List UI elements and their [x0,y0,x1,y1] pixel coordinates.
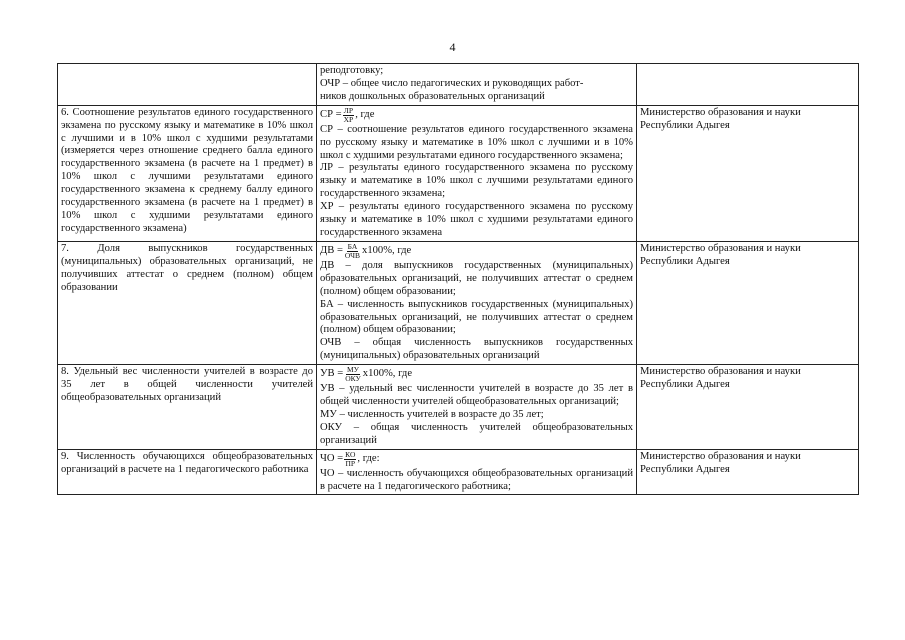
responsible-cell [637,64,859,106]
responsible-cell: Министерство образования и науки Республики Адыгея [637,365,859,450]
definition-line: МУ – численность учителей в возрасте до 35 лет; [320,408,544,420]
table-row [58,241,859,364]
fraction-denominator: ПР [345,458,356,468]
formula-lhs: СР = [320,108,342,120]
definition-line: ДВ – доля выпускников государственных (муниципальных) образовательных организаций, не получивших аттестат о среднем (полном) общем образовании; [320,259,633,297]
continuation-line: ников дошкольных образовательных организаций [320,90,545,102]
definition-line: ХР – результаты единого государственного экзамена по русскому языку и математике в 10% школ с худшими результатами единого государственного экзамена [320,201,633,238]
definition-line: БА – численность выпускников государственных (муниципальных) образовательных организаций, не получивших аттестат о среднем (полном) общем образовании; [320,298,633,336]
formula-fraction [344,243,361,260]
formula-rest: , где [355,108,375,120]
definition-line: ОКУ – общая численность учителей общеобразовательных организаций [320,421,633,446]
continuation-line: реподготовку; [320,65,384,76]
formula-fraction [344,366,362,383]
page-number: 4 [449,40,456,54]
fraction-denominator: ОКУ [345,374,361,384]
formula [320,243,633,260]
formula-fraction [343,107,355,124]
fraction-numerator: МУ [347,365,359,375]
indicator-cell: 7. Доля выпускников государственных (муниципальных) образовательных организаций, не получивших аттестат о среднем (полном) общем образовании [58,241,317,364]
formula-lhs: УВ = [320,368,344,380]
formula [320,451,633,468]
responsible-cell: Министерство образования и науки Республики Адыгея [637,449,859,495]
table-row [58,449,859,495]
definition-line: ЧО – численность обучающихся общеобразовательных организаций в расчете на 1 педагогического работника; [320,467,633,492]
indicator-cell: 6. Соотношение результатов единого государственного экзамена по русскому языку и математике в 10% школ с лучшими и в 10% школ с худшими результатами (измеряется через отношение среднего балла единого государственного экзамена (в расчете на 1 предмет) в 10% школ с лучшими результатами единого государственного экзамена к среднему баллу единого государственного экзамена (в расчете на 1 предмет) в 10% школ с худшими результатами единого государственного экзамена) [58,105,317,241]
table-row [58,105,859,241]
fraction-numerator: БА [347,241,358,251]
responsible-cell: Министерство образования и науки Республики Адыгея [637,241,859,364]
indicators-table [57,63,859,495]
formula-lhs: ДВ = [320,244,343,256]
formula-rest: x100%, где [362,368,413,380]
definition-line: УВ – удельный вес численности учителей в возрасте до 35 лет в общей численности учителей общеобразовательных организаций; [320,383,633,408]
method-cell [317,365,637,450]
indicator-cell: 8. Удельный вес численности учителей в возрасте до 35 лет в общей численности учителей общеобразовательных организаций [58,365,317,450]
formula [320,366,633,383]
formula-rest: x100%, где [362,244,412,256]
table-row-continuation [58,64,859,106]
formula-rest: , где: [357,452,380,464]
formula [320,107,633,124]
fraction-numerator: КО [345,449,356,459]
table-row [58,365,859,450]
definition-line: ОЧВ – общая численность выпускников государственных (муниципальных) образовательных организаций [320,337,633,362]
indicator-cell: 9. Численность обучающихся общеобразовательных организаций в расчете на 1 педагогического работника [58,449,317,495]
continuation-line: ОЧР – общее число педагогических и руководящих работ- [320,77,584,89]
formula-lhs: ЧО = [320,452,344,464]
definition-line: ЛР – результаты единого государственного экзамена по русскому языку и математике в 10% школ с лучшими результатами единого государственного экзамена; [320,162,633,200]
formula-fraction [344,451,356,468]
fraction-denominator: ХР [343,114,354,124]
fraction-denominator: ОЧВ [344,250,361,260]
indicator-cell [58,64,317,106]
fraction-numerator: ЛР [343,105,354,115]
definition-line: СР – соотношение результатов единого государственного экзамена по русскому языку и математике в 10% школ с лучшими и в 10% школ с худшими результатами единого государственного экзамена; [320,123,633,161]
method-cell [317,105,637,241]
method-cell [317,64,637,106]
method-cell [317,449,637,495]
method-cell [317,241,637,364]
responsible-cell: Министерство образования и науки Республики Адыгея [637,105,859,241]
